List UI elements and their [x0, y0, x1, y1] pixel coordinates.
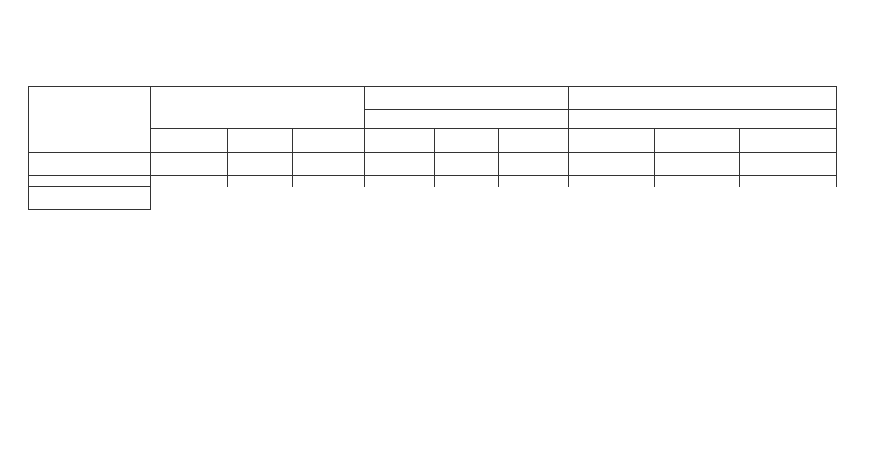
- sub-header: [499, 129, 569, 153]
- total-cell: [499, 162, 569, 176]
- sub-header: [293, 129, 365, 153]
- sub-header: [151, 129, 228, 153]
- group-header-kiso-nokyosai: [569, 110, 837, 129]
- total-label: [29, 162, 151, 176]
- sub-header: [435, 129, 499, 153]
- sub-header: [569, 129, 655, 153]
- average-label: [29, 196, 151, 210]
- unit-label: [499, 153, 569, 163]
- total-cell: [365, 162, 435, 176]
- sub-header: [740, 129, 837, 153]
- total-cell: [151, 162, 228, 176]
- total-cell: [228, 162, 293, 176]
- sub-header: [365, 129, 435, 153]
- unit-label: [740, 153, 837, 163]
- average-row: [29, 196, 837, 210]
- total-cell: [569, 162, 655, 176]
- unit-label: [365, 153, 435, 163]
- group-header-kiso: [365, 110, 569, 129]
- sub-header: [228, 129, 293, 153]
- sub-header: [655, 129, 740, 153]
- unit-label: [293, 153, 365, 163]
- unit-label: [435, 153, 499, 163]
- total-cell: [740, 162, 837, 176]
- group-header-total: [151, 87, 365, 129]
- unit-label: [151, 153, 228, 163]
- total-row: [29, 162, 837, 176]
- total-cell: [655, 162, 740, 176]
- pension-table: [28, 86, 837, 210]
- total-cell: [293, 162, 365, 176]
- total-cell: [435, 162, 499, 176]
- row-label-header: [29, 87, 151, 153]
- unit-label: [569, 153, 655, 163]
- unit-label: [655, 153, 740, 163]
- unit-label: [228, 153, 293, 163]
